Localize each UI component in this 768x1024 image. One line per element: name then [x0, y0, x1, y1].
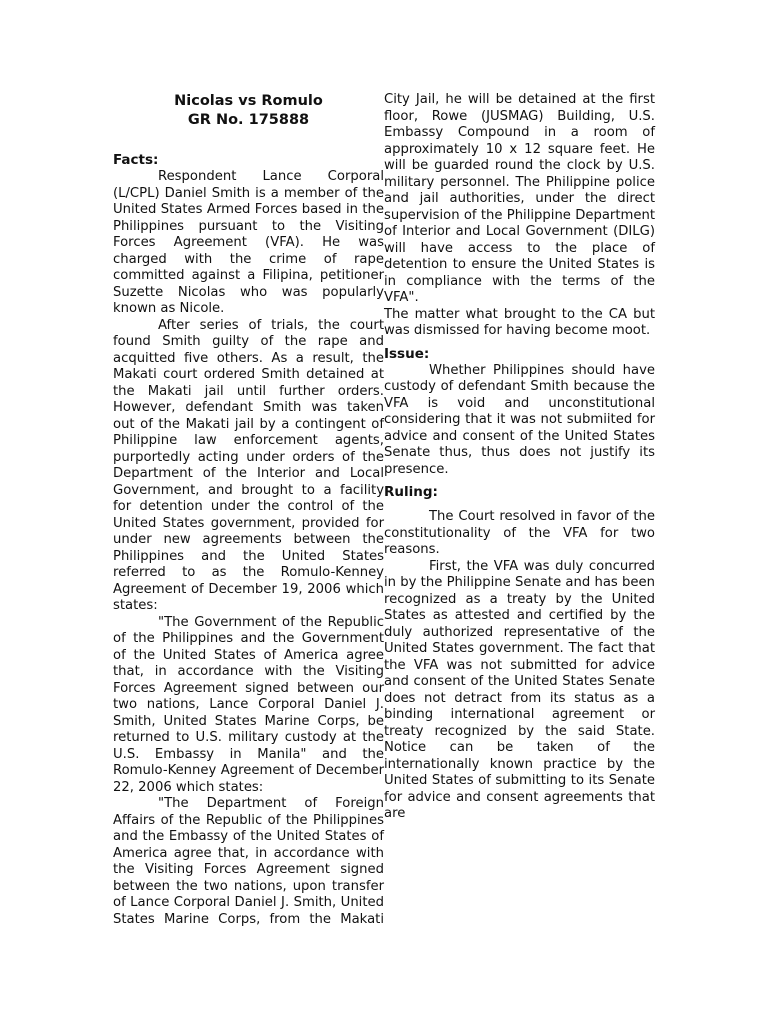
issue-paragraph: Whether Philippines should have custody of defendant Smith because the VFA is void and unconstitutional considering that it was not submiited for advice and consent of the United States Senate thus, thus does not justify its presence. [384, 362, 655, 477]
document-subtitle: GR No. 175888 [187, 112, 310, 128]
facts-paragraph-4-continued: City Jail, he will be detained at the first floor, Rowe (JUSMAG) Building, U.S. Embassy Compound in a room of approximately 10 x 12 square feet. He will be guarded round the clock by U.S. military personnel. The Philippine police and jail authorities, under the direct supervision of the Philippine Department of Interior and Local Government (DILG) will have access to the place of detention to ensure the United States is in compliance with the terms of the VFA". [384, 92, 655, 305]
document-title: Nicolas vs Romulo [174, 93, 323, 109]
ruling-heading: Ruling: [384, 484, 438, 500]
ruling-paragraph-1: The Court resolved in favor of the constitutionality of the VFA for two reasons. [384, 509, 655, 557]
left-column [113, 92, 384, 928]
facts-paragraph-5: The matter what brought to the CA but was dismissed for having become moot. [384, 306, 655, 338]
facts-paragraph-2: After series of trials, the court found Smith guilty of the rape and acquitted five others. As a result, the Makati court ordered Smith detained at the Makati jail until further orders. However, defendant Smith was taken out of the Makati jail by a contingent of Philippine law enforcement agents, purportedly acting under orders of the Department of the Interior and Local Government, and brought to a facility for detention under the control of the United States government, provided for under new agreements between the Philippines and the United States referred to as the Romulo-Kenney Agreement of December 19, 2006 which states: [113, 317, 384, 613]
facts-paragraph-3: "The Government of the Republic of the Philippines and the Government of the United States of America agree that, in accordance with the Visiting Forces Agreement signed between our two nations, Lance Corporal Daniel J. Smith, United States Marine Corps, be returned to U.S. military custody at the U.S. Embassy in Manila" and the Romulo-Kenney Agreement of December 22, 2006 which states: [113, 614, 384, 795]
ruling-paragraph-2: First, the VFA was duly concurred in by the Philippine Senate and has been recognized as a treaty by the United States as attested and certified by the duly authorized representative of the United States government. The fact that the VFA was not submitted for advice and consent of the United States Senate does not detract from its status as a binding international agreement or treaty recognized by the said State. Notice can be taken of the internationally known practice by the United States of submitting to its Senate for advice and consent agreements that are [384, 558, 655, 821]
right-column [384, 92, 655, 823]
facts-heading: Facts: [113, 152, 159, 168]
facts-paragraph-1: Respondent Lance Corporal (L/CPL) Daniel Smith is a member of the United States Armed Forces based in the Philippines pursuant to the Visiting Forces Agreement (VFA). He was charged with the crime of rape committed against a Filipina, petitioner Suzette Nicolas who was popularly known as Nicole. [113, 169, 384, 316]
facts-paragraph-4: "The Department of Foreign Affairs of the Republic of the Philippines and the Embassy of the United States of America agree that, in accordance with the Visiting Forces Agreement signed between the two nations, upon transfer of Lance Corporal Daniel J. Smith, United States Marine Corps, from the Makati [113, 796, 384, 927]
issue-heading: Issue: [384, 345, 430, 362]
